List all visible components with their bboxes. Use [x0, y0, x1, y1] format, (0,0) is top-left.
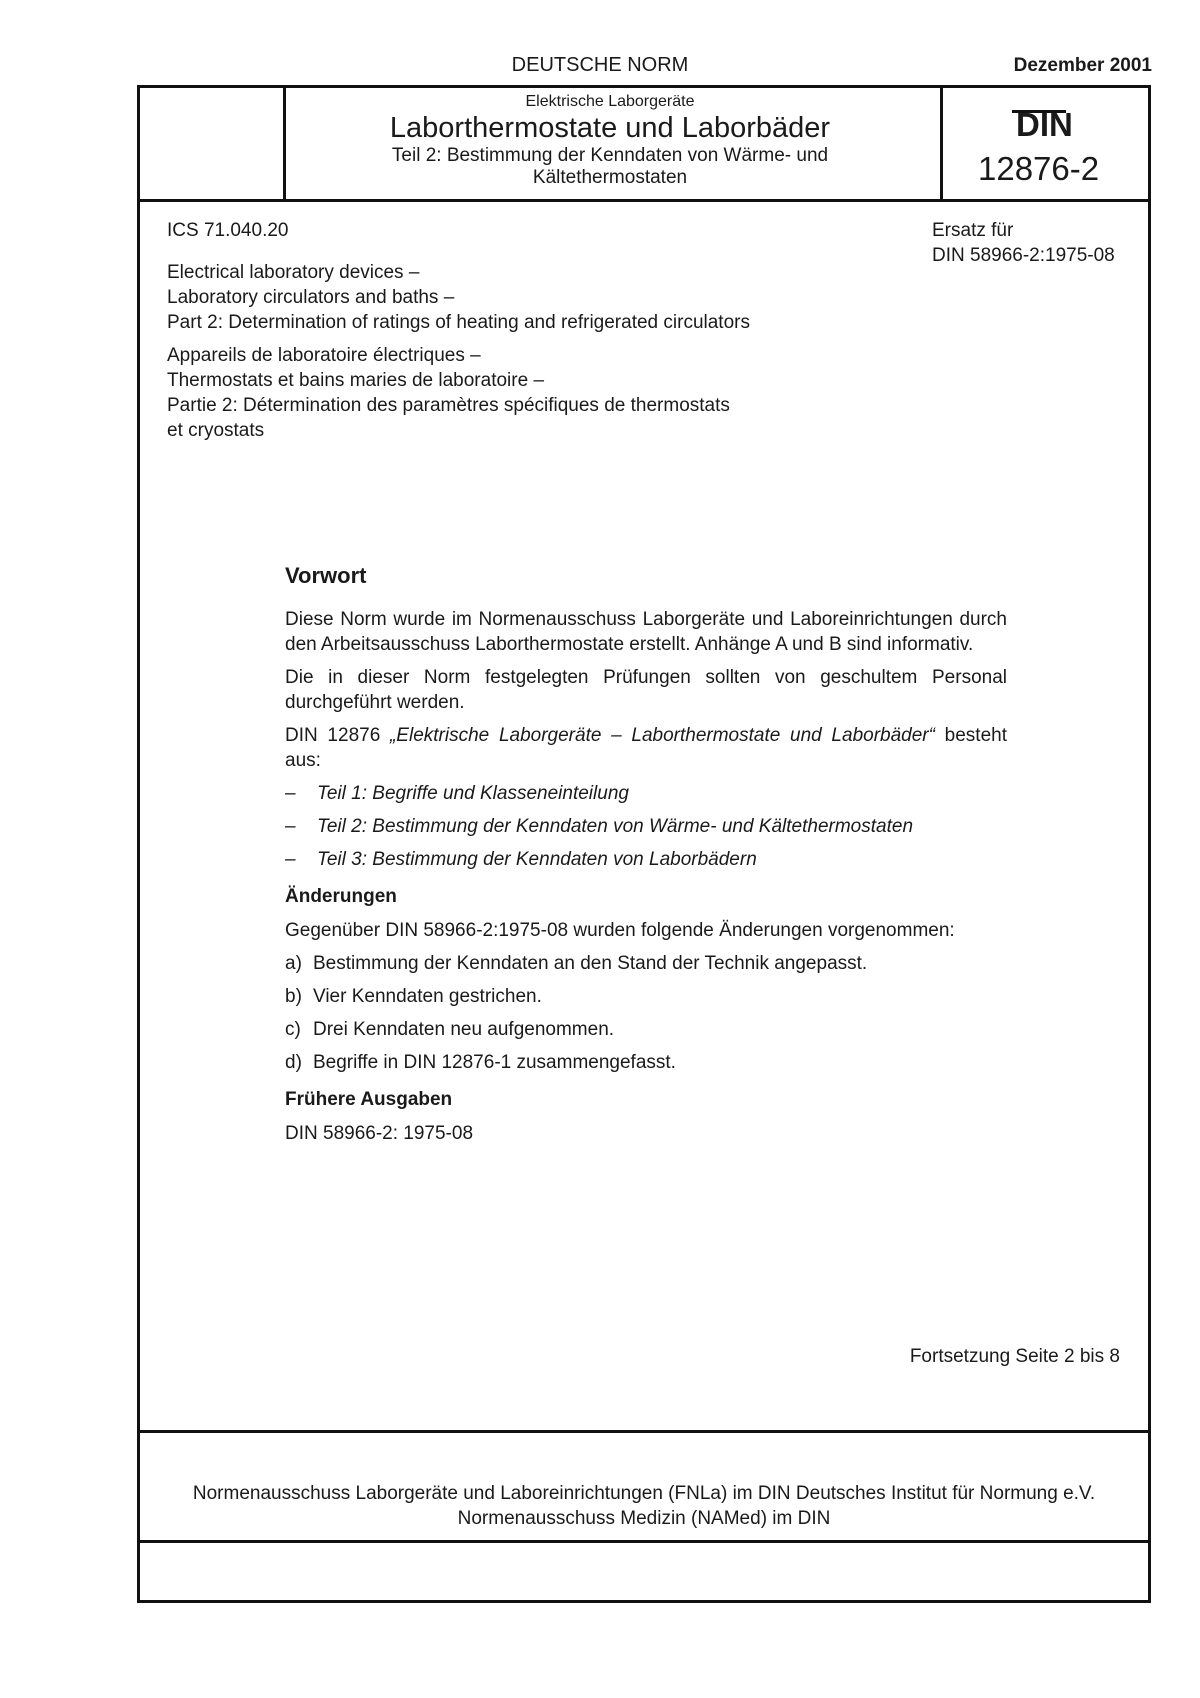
french-title-line: Appareils de laboratoire électriques – — [167, 345, 481, 366]
english-title-line: Electrical laboratory devices – — [167, 262, 420, 283]
english-title — [167, 260, 750, 335]
vorwort-heading: Vorwort — [285, 563, 367, 588]
fruehere-heading: Frühere Ausgaben — [285, 1089, 453, 1110]
footer-line-2: Normenausschuss Medizin (NAMed) im DIN — [457, 1508, 831, 1529]
header-bottom-rule — [140, 199, 1148, 202]
aenderungen-intro: Gegenüber DIN 58966-2:1975-08 wurden folgende Änderungen vorgenommen: — [285, 920, 955, 941]
dash-marker: – — [285, 816, 296, 837]
din-logo: DIN — [1016, 106, 1073, 143]
aenderungen-heading: Änderungen — [285, 886, 397, 907]
header-divider-right — [940, 88, 943, 199]
change-text: Drei Kenndaten neu aufgenommen. — [313, 1019, 615, 1040]
issue-date: Dezember 2001 — [1013, 55, 1152, 76]
part-list-text: Teil 2: Bestimmung der Kenndaten von Wärme- und Kältethermostaten — [317, 816, 914, 837]
change-text: Begriffe in DIN 12876-1 zusammengefasst. — [313, 1052, 676, 1073]
french-title-line: Thermostats et bains maries de laboratoire – — [167, 370, 545, 391]
english-title-line: Part 2: Determination of ratings of heating and refrigerated circulators — [167, 312, 750, 333]
footer-committees — [140, 1481, 1148, 1531]
replaces-label: Ersatz für — [932, 220, 1014, 241]
list-item — [285, 984, 1007, 1009]
series-title: „Elektrische Laborgeräte – Laborthermostate und Laborbäder“ — [389, 725, 935, 746]
header-subtitle: Elektrische Laborgeräte — [525, 93, 695, 110]
part-list-text: Teil 3: Bestimmung der Kenndaten von Laborbädern — [317, 849, 757, 870]
list-marker: b) — [285, 986, 302, 1007]
list-item — [285, 847, 1007, 872]
change-text: Vier Kenndaten gestrichen. — [313, 986, 542, 1007]
document-title: Laborthermostate und Laborbäder — [389, 112, 831, 144]
part-list-text: Teil 1: Begriffe und Klasseneinteilung — [317, 783, 629, 804]
list-marker: d) — [285, 1052, 302, 1073]
list-item — [285, 951, 1007, 976]
french-title-line: et cryostats — [167, 420, 265, 441]
replaces-block — [932, 218, 1115, 268]
part-title-line-2: Kältethermostaten — [532, 167, 688, 188]
ics-code: ICS 71.040.20 — [167, 220, 289, 241]
fruehere-value: DIN 58966-2: 1975-08 — [285, 1123, 474, 1144]
vorwort-paragraph — [285, 723, 1007, 773]
list-marker: a) — [285, 953, 302, 974]
document-part-title — [282, 145, 938, 189]
vorwort-paragraph: Diese Norm wurde im Normenausschuss Laborgeräte und Laboreinrichtungen durch den Arbeitsausschuss Laborthermostate erstellt. Anhänge A und B sind informativ. — [285, 609, 1007, 655]
footer-bottom-rule — [140, 1540, 1148, 1543]
vorwort-paragraph: Die in dieser Norm festgelegten Prüfungen sollten von geschultem Personal durchgeführt werden. — [285, 667, 1007, 713]
list-item — [285, 1050, 1007, 1075]
change-text: Bestimmung der Kenndaten an den Stand der Technik angepasst. — [313, 953, 868, 974]
list-item — [285, 781, 1007, 806]
french-title-line: Partie 2: Détermination des paramètres spécifiques de thermostats — [167, 395, 730, 416]
list-item — [285, 1017, 1007, 1042]
footer-top-rule — [140, 1430, 1148, 1433]
list-marker: c) — [285, 1019, 301, 1040]
dash-marker: – — [285, 849, 296, 870]
document-body — [285, 563, 1007, 1154]
din-number: 12876-2 — [978, 150, 1100, 187]
english-title-line: Laboratory circulators and baths – — [167, 287, 455, 308]
series-suffix: besteht aus: — [285, 725, 1007, 771]
dash-marker: – — [285, 783, 296, 804]
list-item — [285, 814, 1007, 839]
replaces-value: DIN 58966-2:1975-08 — [932, 245, 1115, 266]
french-title — [167, 343, 730, 443]
part-title-line-1: Teil 2: Bestimmung der Kenndaten von Wärme- und — [391, 145, 829, 166]
norm-label: DEUTSCHE NORM — [511, 54, 689, 76]
series-prefix: DIN 12876 — [285, 725, 390, 746]
continuation-note: Fortsetzung Seite 2 bis 8 — [909, 1346, 1120, 1367]
footer-line-1: Normenausschuss Laborgeräte und Laboreinrichtungen (FNLa) im DIN Deutsches Institut für Normung e.V. — [192, 1483, 1096, 1504]
